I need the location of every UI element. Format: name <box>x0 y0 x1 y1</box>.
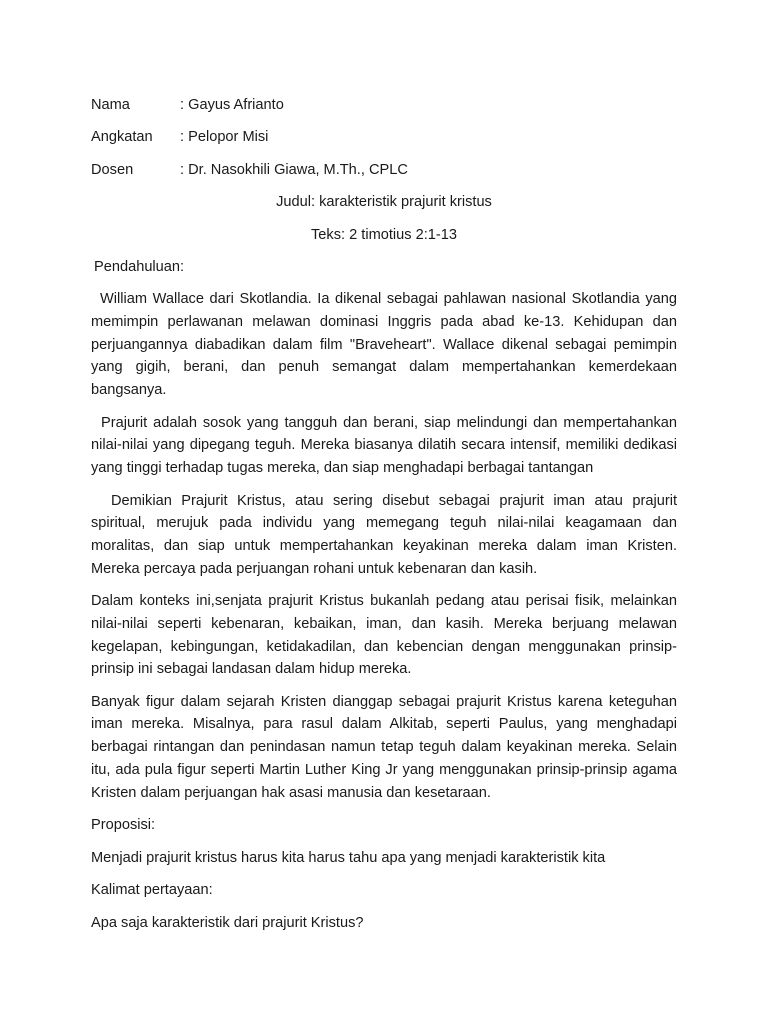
meta-value-nama: : Gayus Afrianto <box>180 97 284 113</box>
meta-row-nama <box>91 94 677 117</box>
paragraph-prajurit-kristus: Demikian Prajurit Kristus, atau sering disebut sebagai prajurit iman atau prajurit spiritual, merujuk pada individu yang memegang teguh nilai-nilai keagamaan dan moralitas, dan siap untuk mempertahankan keyakinan mereka dalam iman Kristen. Mereka percaya pada perjuangan rohani untuk kebenaran dan kasih. <box>91 492 677 577</box>
meta-row-dosen <box>91 159 677 182</box>
paragraph-senjata: Dalam konteks ini,senjata prajurit Kristus bukanlah pedang atau perisai fisik, melainkan nilai-nilai seperti kebenaran, kebaikan, iman, dan kasih. Mereka berjuang melawan kegelapan, kebingungan, ketidakadilan, dan kebencian dengan menggunakan prinsip-prinsip ini sebagai landasan dalam hidup mereka. <box>91 593 677 678</box>
question-heading: Kalimat pertayaan: <box>91 882 213 899</box>
question-text: Apa saja karakteristik dari prajurit Kristus? <box>91 914 364 931</box>
intro-heading: Pendahuluan: <box>94 258 185 275</box>
meta-value-dosen: : Dr. Nasokhili Giawa, M.Th., CPLC <box>180 161 408 178</box>
paragraph-prajurit: Prajurit adalah sosok yang tangguh dan berani, siap melindungi dan mempertahankan nilai-nilai yang dipegang teguh. Mereka biasanya dilatih secara intensif, memiliki dedikasi yang tinggi terhadap tugas mereka, dan siap menghadapi berbagai tantangan <box>91 414 677 477</box>
meta-label-dosen: Dosen <box>91 161 134 178</box>
document-body <box>91 94 677 944</box>
proposisi-text: Menjadi prajurit kristus harus kita harus tahu apa yang menjadi karakteristik kita <box>91 849 606 866</box>
paragraph-wallace: William Wallace dari Skotlandia. Ia dikenal sebagai pahlawan nasional Skotlandia yang memimpin perlawanan melawan dominasi Inggris pada abad ke-13. Kehidupan dan perjuangannya diabadikan dalam film "Braveheart". Wallace dikenal sebagai pemimpin yang gigih, berani, dan penuh semangat dalam mempertahankan kemerdekaan bangsanya. <box>91 291 677 399</box>
meta-label-angkatan: Angkatan <box>91 129 153 146</box>
meta-row-angkatan <box>91 126 677 149</box>
meta-label-nama: Nama <box>91 97 130 113</box>
scripture-reference: Teks: 2 timotius 2:1-13 <box>310 226 457 243</box>
proposisi-heading: Proposisi: <box>91 817 156 834</box>
meta-value-angkatan: : Pelopor Misi <box>180 129 269 146</box>
document-title: Judul: karakteristik prajurit kristus <box>276 194 492 211</box>
paragraph-figur: Banyak figur dalam sejarah Kristen dianggap sebagai prajurit Kristus karena keteguhan iman mereka. Misalnya, para rasul dalam Alkitab, seperti Paulus, yang menghadapi berbagai rintangan dan penindasan namun tetap teguh dalam keyakinan mereka. Selain itu, ada pula figur seperti Martin Luther King Jr yang menggunakan prinsip-prinsip agama Kristen dalam perjuangan hak asasi manusia dan kesetaraan. <box>91 693 677 801</box>
